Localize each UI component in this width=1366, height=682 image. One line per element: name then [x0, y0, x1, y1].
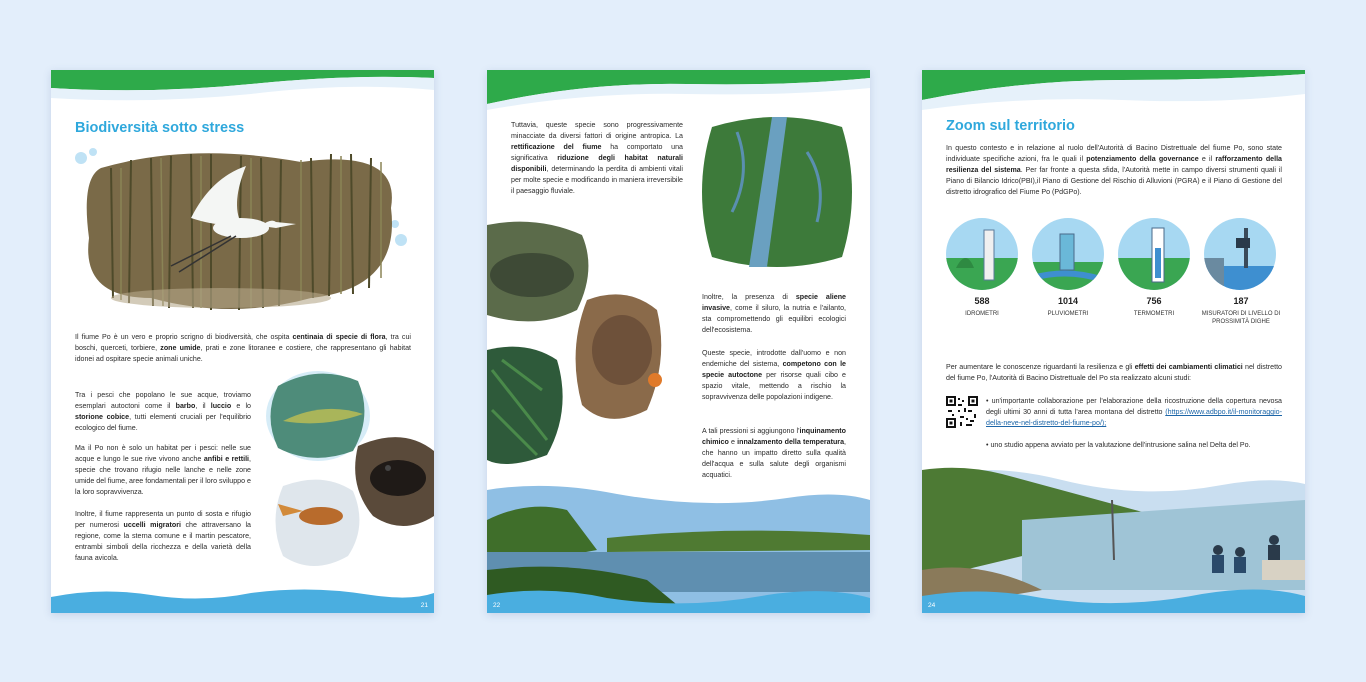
thermometer-icon — [1118, 218, 1190, 290]
page-22 — [487, 70, 870, 613]
rain-gauge-icon — [1032, 218, 1104, 290]
heron-photo — [71, 148, 411, 318]
birds-paragraph: Inoltre, il fiume rappresenta un punto di sosta e rifugio per numerosi uccelli migratori che attraversano la regione, come la sterna comune e il martin pescatore, entrambi simboli della ricchezza e della varietà della fauna avicola. — [75, 510, 251, 562]
amphibians-paragraph: Ma il Po non è solo un habitat per i pesci: nelle sue acque e lungo le sue rive vivono anche anfibi e rettili, specie che trovano rifugio nelle lanche e nelle zone umide del fiume, aree fondamentali per il loro sviluppo e la loro sopravvivenza. — [75, 444, 251, 496]
page-number: 24 — [928, 602, 936, 609]
stat-value: 588 — [974, 296, 990, 306]
footer-wave — [51, 587, 434, 613]
ailanthus-photo — [487, 347, 563, 464]
bullet-salinity-study: • uno studio appena avviato per la valutazione dell'intrusione salina nel Delta del Po. — [986, 441, 1251, 449]
stat-label: PLUVIOMETRI — [1047, 311, 1089, 317]
stat-label: IDROMETRI — [965, 311, 999, 317]
stat-rain-gauges — [1028, 296, 1108, 318]
threats-paragraph: Tuttavia, queste specie sono progressivamente minacciate da diversi fattori di origine antropica. La rettificazione del fiume ha comportato una significativa riduzione degli habitat naturali disponibili, determinando la perdita di ambienti vitali per molte specie e modificando in maniera irreversibile il paesaggio fluviale. — [511, 121, 683, 195]
intro-paragraph: Il fiume Po è un vero e proprio scrigno di biodiversità, che ospita centinaia di specie di flora, tra cui boschi, querceti, torbiere, zone umide, prati e zone litoranee e costiere, che rappresentano gli habitat idonei ad ospitare specie animali uniche. — [75, 333, 411, 363]
header-wave — [487, 70, 870, 110]
riverbank-photo — [487, 480, 870, 613]
stat-label: TERMOMETRI — [1133, 311, 1175, 317]
context-paragraph: In questo contesto e in relazione al ruolo dell'Autorità di Bacino Distrettuale del fiume Po, sono state individuate specifiche azioni, fra le quali il potenziamento della governance e il rafforzamento della resilienza del sistema. Per far fronte a questa sfida, l'Autorità mette in campo diversi strumenti quali il Piano di Bilancio Idrico(PBI),il Piano di Gestione del Rischio di Alluvioni (PGRA) e il Piano di Gestione del distretto idrografico del Fiume Po (PdGPo). — [946, 144, 1282, 196]
stat-value: 756 — [1146, 296, 1162, 306]
stat-dam-sensors — [1198, 296, 1284, 326]
hydrometer-icon — [946, 218, 1018, 290]
qr-code-icon[interactable] — [946, 396, 978, 428]
page-title: Biodiversità sotto stress — [75, 120, 245, 136]
fish-paragraph: Tra i pesci che popolano le sue acque, troviamo esemplari autoctoni come il barbo, il luccio e lo storione cobice, tutti elementi cruciali per l'equilibrio ecologico del fiume. — [75, 391, 251, 432]
competition-paragraph: Queste specie, introdotte dall'uomo e non endemiche del sistema, competono con le specie autoctone per risorse quali cibo e spazio vitale, mettendo a rischio la sopravvivenza delle popolazioni indigene. — [702, 349, 847, 401]
river-monitoring-photo — [922, 460, 1305, 613]
stat-hydrometers — [942, 296, 1022, 318]
alien-species-collage — [487, 220, 667, 470]
page-21 — [51, 70, 434, 613]
stat-label: MISURATORI DI LIVELLO DI PROSSIMITÀ DIGHE — [1201, 311, 1281, 325]
page-24 — [922, 70, 1305, 613]
page-number: 21 — [420, 602, 428, 609]
pollution-paragraph: A tali pressioni si aggiungono l'inquinamento chimico e innalzamento della temperatura, che hanno un impatto diretto sulla qualità dell'acqua e sulla salute degli organismi acquatici. — [702, 427, 846, 479]
snow-study-link[interactable]: (https://www.adbpo.it/il-monitoraggio-della-neve-nel-distretto-del-fiume-po/); — [986, 408, 1282, 427]
header-wave — [51, 70, 434, 110]
bullet-text: uno studio appena avviato per la valutazione dell'intrusione salina nel Delta del Po. — [990, 441, 1251, 449]
studies-paragraph: Per aumentare le conoscenze riguardanti la resilienza e gli effetti dei cambiamenti climatici nel distretto del fiume Po, l'Autorità di Bacino Distrettuale del Po sta realizzato alcuni studi: — [946, 363, 1282, 382]
animals-collage — [263, 366, 434, 572]
invasive-paragraph: Inoltre, la presenza di specie aliene invasive, come il siluro, la nutria e l'ailanto, sta compromettendo gli equilibri ecologici dell'ecosistema. — [702, 293, 847, 334]
bullet-text: un'importante collaborazione per l'elaborazione della ricostruzione della copertura nevosa degli ultimi 30 anni di tutta l'area montana del distretto — [986, 397, 1282, 416]
dam-level-sensor-icon — [1204, 218, 1276, 290]
header-wave — [922, 70, 1305, 110]
river-aerial-photo — [697, 112, 857, 272]
stat-value: 1014 — [1057, 296, 1079, 306]
stat-thermometers — [1114, 296, 1194, 318]
bullet-snow-study: • un'importante collaborazione per l'elaborazione della ricostruzione della copertura nevosa degli ultimi 30 anni di tutta l'area montana del distretto (https://www.adbpo.it/il-monitoraggio-della-neve-nel-distretto-del-fiume-po/); — [986, 397, 1282, 427]
page-number: 22 — [493, 602, 501, 609]
page-title: Zoom sul territorio — [946, 118, 1075, 134]
stat-value: 187 — [1233, 296, 1249, 306]
